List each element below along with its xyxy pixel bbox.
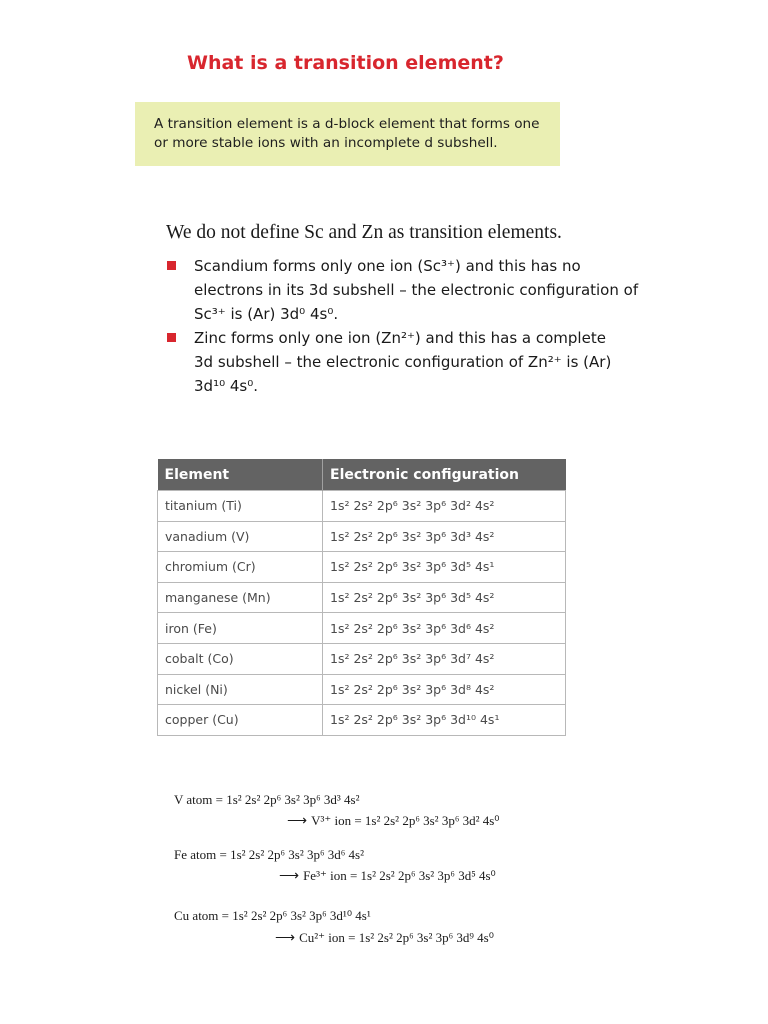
right-arrow-icon: ⟶	[287, 814, 308, 829]
bullet-zinc	[166, 326, 666, 398]
fe-ion-config: Fe³⁺ ion = 1s² 2s² 2p⁶ 3s² 3p⁶ 3d⁵ 4s⁰	[303, 868, 496, 883]
cu-ion-line	[275, 930, 494, 947]
bullet-line: electrons in its 3d subshell – the electronic configuration of	[194, 281, 639, 299]
element-cell: nickel (Ni)	[158, 674, 323, 705]
sc-zn-statement: We do not define Sc and Zn as transition elements.	[166, 222, 562, 243]
table-header-row	[158, 459, 566, 491]
configuration-cell: 1s² 2s² 2p⁶ 3s² 3p⁶ 3d³ 4s²	[323, 521, 566, 552]
configuration-cell: 1s² 2s² 2p⁶ 3s² 3p⁶ 3d⁵ 4s²	[323, 582, 566, 613]
bullet-line: Scandium forms only one ion (Sc³⁺) and this has no	[194, 257, 581, 275]
configuration-cell: 1s² 2s² 2p⁶ 3s² 3p⁶ 3d⁶ 4s²	[323, 613, 566, 644]
element-cell: cobalt (Co)	[158, 643, 323, 674]
table-row	[158, 613, 566, 644]
configuration-table	[157, 459, 566, 736]
table-row	[158, 643, 566, 674]
v-ion-line	[287, 813, 500, 830]
configuration-cell: 1s² 2s² 2p⁶ 3s² 3p⁶ 3d⁵ 4s¹	[323, 552, 566, 583]
element-cell: chromium (Cr)	[158, 552, 323, 583]
element-cell: titanium (Ti)	[158, 491, 323, 522]
bullet-line: 3d¹⁰ 4s⁰.	[194, 377, 258, 395]
element-cell: copper (Cu)	[158, 705, 323, 736]
right-arrow-icon: ⟶	[279, 869, 300, 884]
definition-line: or more stable ions with an incomplete d subshell.	[154, 135, 498, 151]
element-cell: iron (Fe)	[158, 613, 323, 644]
bullet-square-icon	[167, 333, 176, 342]
configuration-cell: 1s² 2s² 2p⁶ 3s² 3p⁶ 3d¹⁰ 4s¹	[323, 705, 566, 736]
bullet-line: Zinc forms only one ion (Zn²⁺) and this has a complete	[194, 329, 606, 347]
cu-ion-config: Cu²⁺ ion = 1s² 2s² 2p⁶ 3s² 3p⁶ 3d⁹ 4s⁰	[299, 930, 494, 945]
header-configuration: Electronic configuration	[323, 459, 566, 491]
v-atom-config: V atom = 1s² 2s² 2p⁶ 3s² 3p⁶ 3d³ 4s²	[174, 792, 360, 807]
bullet-line: Sc³⁺ is (Ar) 3d⁰ 4s⁰.	[194, 305, 339, 323]
element-cell: manganese (Mn)	[158, 582, 323, 613]
fe-ion-line	[279, 868, 496, 885]
header-element: Element	[158, 459, 323, 491]
configuration-cell: 1s² 2s² 2p⁶ 3s² 3p⁶ 3d⁸ 4s²	[323, 674, 566, 705]
bullet-square-icon	[167, 261, 176, 270]
table-row	[158, 521, 566, 552]
fe-atom-config: Fe atom = 1s² 2s² 2p⁶ 3s² 3p⁶ 3d⁶ 4s²	[174, 847, 364, 862]
bullet-scandium	[166, 254, 666, 326]
table-row	[158, 674, 566, 705]
right-arrow-icon: ⟶	[275, 931, 296, 946]
configuration-cell: 1s² 2s² 2p⁶ 3s² 3p⁶ 3d⁷ 4s²	[323, 643, 566, 674]
definition-box	[135, 102, 560, 166]
bullet-list	[166, 254, 666, 398]
bullet-line: 3d subshell – the electronic configuration of Zn²⁺ is (Ar)	[194, 353, 612, 371]
v-ion-config: V³⁺ ion = 1s² 2s² 2p⁶ 3s² 3p⁶ 3d² 4s⁰	[311, 813, 500, 828]
page-heading: What is a transition element?	[187, 52, 504, 74]
cu-atom-config: Cu atom = 1s² 2s² 2p⁶ 3s² 3p⁶ 3d¹⁰ 4s¹	[174, 908, 371, 923]
table-row	[158, 552, 566, 583]
table-row	[158, 582, 566, 613]
table-row	[158, 705, 566, 736]
element-cell: vanadium (V)	[158, 521, 323, 552]
configuration-cell: 1s² 2s² 2p⁶ 3s² 3p⁶ 3d² 4s²	[323, 491, 566, 522]
table-row	[158, 491, 566, 522]
definition-line: A transition element is a d-block element that forms one	[154, 116, 540, 132]
